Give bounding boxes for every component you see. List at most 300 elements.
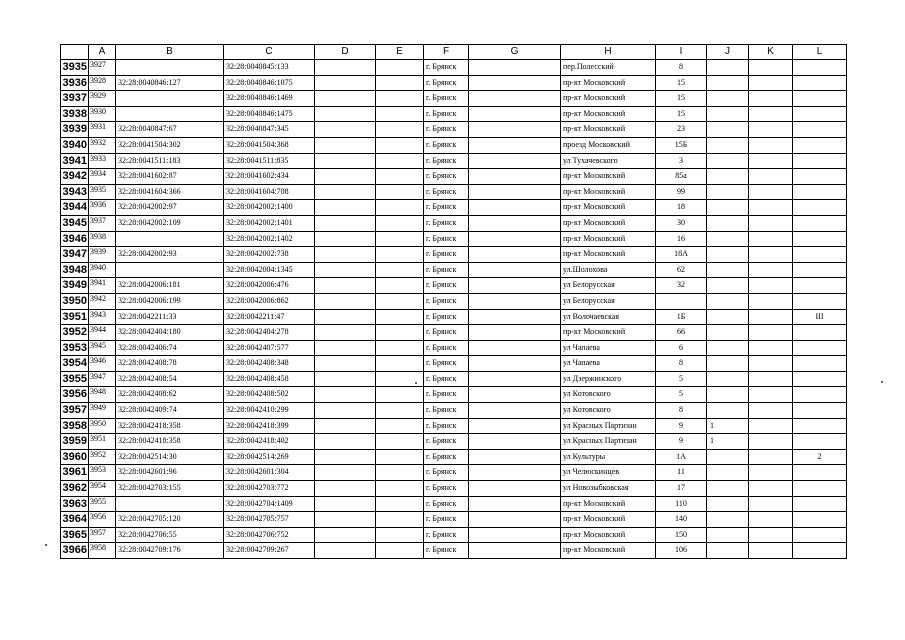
cell-f[interactable]: г. Брянск xyxy=(424,356,469,372)
cell-c[interactable]: 32:28:0042002:1400 xyxy=(224,200,315,216)
cell-b[interactable]: 32:28:0041511:183 xyxy=(116,153,224,169)
cell-a[interactable]: 3941 xyxy=(89,278,116,294)
cell-l[interactable] xyxy=(793,403,847,419)
cell-g[interactable] xyxy=(469,169,561,185)
column-header-l[interactable]: L xyxy=(793,45,847,60)
cell-k[interactable] xyxy=(749,543,793,559)
cell-b[interactable]: 32:28:0042601:96 xyxy=(116,465,224,481)
cell-f[interactable]: г. Брянск xyxy=(424,215,469,231)
cell-a[interactable]: 3954 xyxy=(89,481,116,497)
cell-c[interactable]: 32:28:0042211:47 xyxy=(224,309,315,325)
cell-k[interactable] xyxy=(749,512,793,528)
cell-e[interactable] xyxy=(376,309,424,325)
cell-d[interactable] xyxy=(315,403,376,419)
cell-b[interactable]: 32:28:0041504:302 xyxy=(116,137,224,153)
cell-h[interactable]: ул Котовского xyxy=(561,403,656,419)
cell-a[interactable]: 3928 xyxy=(89,75,116,91)
cell-c[interactable]: 32:28:0042404:278 xyxy=(224,325,315,341)
cell-h[interactable]: пр-кт Московский xyxy=(561,169,656,185)
cell-e[interactable] xyxy=(376,215,424,231)
column-header-c[interactable]: C xyxy=(224,45,315,60)
cell-a[interactable]: 3935 xyxy=(89,184,116,200)
cell-c[interactable]: 32:28:0042410:299 xyxy=(224,403,315,419)
cell-j[interactable] xyxy=(707,262,749,278)
cell-g[interactable] xyxy=(469,325,561,341)
cell-e[interactable] xyxy=(376,200,424,216)
cell-f[interactable]: г. Брянск xyxy=(424,231,469,247)
cell-l[interactable] xyxy=(793,293,847,309)
cell-f[interactable]: г. Брянск xyxy=(424,75,469,91)
cell-g[interactable] xyxy=(469,465,561,481)
cell-i[interactable]: 9 xyxy=(656,418,707,434)
row-number[interactable]: 3961 xyxy=(61,465,89,481)
cell-k[interactable] xyxy=(749,91,793,107)
cell-l[interactable] xyxy=(793,465,847,481)
cell-g[interactable] xyxy=(469,153,561,169)
cell-h[interactable]: пр-кт Московский xyxy=(561,231,656,247)
cell-d[interactable] xyxy=(315,91,376,107)
cell-b[interactable]: 32:28:0042408:62 xyxy=(116,387,224,403)
cell-d[interactable] xyxy=(315,434,376,450)
cell-f[interactable]: г. Брянск xyxy=(424,200,469,216)
cell-b[interactable]: 32:28:0040846:127 xyxy=(116,75,224,91)
cell-j[interactable] xyxy=(707,278,749,294)
cell-b[interactable] xyxy=(116,106,224,122)
cell-a[interactable]: 3934 xyxy=(89,169,116,185)
cell-i[interactable] xyxy=(656,293,707,309)
cell-l[interactable] xyxy=(793,169,847,185)
cell-d[interactable] xyxy=(315,75,376,91)
cell-i[interactable]: 18 xyxy=(656,200,707,216)
cell-h[interactable]: пр-кт Московский xyxy=(561,75,656,91)
cell-l[interactable] xyxy=(793,356,847,372)
cell-l[interactable] xyxy=(793,543,847,559)
cell-f[interactable]: г. Брянск xyxy=(424,527,469,543)
cell-j[interactable] xyxy=(707,91,749,107)
cell-f[interactable]: г. Брянск xyxy=(424,309,469,325)
cell-k[interactable] xyxy=(749,356,793,372)
cell-g[interactable] xyxy=(469,527,561,543)
cell-e[interactable] xyxy=(376,356,424,372)
cell-a[interactable]: 3927 xyxy=(89,60,116,76)
cell-f[interactable]: г. Брянск xyxy=(424,122,469,138)
cell-h[interactable]: пр-кт Московский xyxy=(561,496,656,512)
cell-a[interactable]: 3957 xyxy=(89,527,116,543)
cell-k[interactable] xyxy=(749,153,793,169)
cell-d[interactable] xyxy=(315,371,376,387)
cell-l[interactable] xyxy=(793,91,847,107)
cell-e[interactable] xyxy=(376,122,424,138)
cell-c[interactable]: 32:28:0041604:708 xyxy=(224,184,315,200)
cell-k[interactable] xyxy=(749,325,793,341)
cell-b[interactable]: 32:28:0042709:176 xyxy=(116,543,224,559)
cell-a[interactable]: 3947 xyxy=(89,371,116,387)
cell-k[interactable] xyxy=(749,496,793,512)
cell-l[interactable] xyxy=(793,122,847,138)
cell-g[interactable] xyxy=(469,356,561,372)
cell-f[interactable]: г. Брянск xyxy=(424,465,469,481)
cell-f[interactable]: г. Брянск xyxy=(424,449,469,465)
cell-c[interactable]: 32:28:0042002:738 xyxy=(224,247,315,263)
cell-i[interactable]: 9 xyxy=(656,434,707,450)
cell-e[interactable] xyxy=(376,434,424,450)
cell-b[interactable]: 32:28:0042002:93 xyxy=(116,247,224,263)
cell-c[interactable]: 32:28:0042705:757 xyxy=(224,512,315,528)
cell-h[interactable]: пр-кт Московский xyxy=(561,247,656,263)
cell-b[interactable] xyxy=(116,60,224,76)
cell-e[interactable] xyxy=(376,340,424,356)
cell-j[interactable] xyxy=(707,356,749,372)
cell-c[interactable]: 32:28:0041602:434 xyxy=(224,169,315,185)
cell-e[interactable] xyxy=(376,465,424,481)
cell-b[interactable]: 32:28:0042706:55 xyxy=(116,527,224,543)
cell-c[interactable]: 32:28:0042408:348 xyxy=(224,356,315,372)
cell-i[interactable]: 140 xyxy=(656,512,707,528)
cell-c[interactable]: 32:28:0042002:1401 xyxy=(224,215,315,231)
row-number[interactable]: 3941 xyxy=(61,153,89,169)
cell-j[interactable] xyxy=(707,371,749,387)
cell-l[interactable] xyxy=(793,434,847,450)
cell-c[interactable]: 32:28:0042601:304 xyxy=(224,465,315,481)
cell-h[interactable]: пер.Полесский xyxy=(561,60,656,76)
cell-f[interactable]: г. Брянск xyxy=(424,481,469,497)
cell-b[interactable]: 32:28:0040847:67 xyxy=(116,122,224,138)
cell-f[interactable]: г. Брянск xyxy=(424,340,469,356)
cell-h[interactable]: пр-кт Московский xyxy=(561,106,656,122)
cell-b[interactable]: 32:28:0042002:97 xyxy=(116,200,224,216)
cell-c[interactable]: 32:28:0042514:269 xyxy=(224,449,315,465)
cell-g[interactable] xyxy=(469,231,561,247)
cell-j[interactable] xyxy=(707,200,749,216)
row-number[interactable]: 3938 xyxy=(61,106,89,122)
cell-e[interactable] xyxy=(376,481,424,497)
cell-a[interactable]: 3950 xyxy=(89,418,116,434)
cell-c[interactable]: 32:28:0042006:862 xyxy=(224,293,315,309)
row-number[interactable]: 3957 xyxy=(61,403,89,419)
cell-k[interactable] xyxy=(749,184,793,200)
cell-k[interactable] xyxy=(749,278,793,294)
cell-j[interactable] xyxy=(707,403,749,419)
cell-j[interactable] xyxy=(707,481,749,497)
cell-h[interactable]: пр-кт Московский xyxy=(561,325,656,341)
cell-f[interactable]: г. Брянск xyxy=(424,371,469,387)
cell-f[interactable]: г. Брянск xyxy=(424,184,469,200)
cell-j[interactable] xyxy=(707,325,749,341)
cell-a[interactable]: 3956 xyxy=(89,512,116,528)
cell-f[interactable]: г. Брянск xyxy=(424,418,469,434)
cell-h[interactable]: ул Волочаевская xyxy=(561,309,656,325)
cell-b[interactable]: 32:28:0042406:74 xyxy=(116,340,224,356)
cell-g[interactable] xyxy=(469,278,561,294)
cell-h[interactable]: пр-кт Московский xyxy=(561,215,656,231)
cell-c[interactable]: 32:28:0042706:752 xyxy=(224,527,315,543)
cell-l[interactable] xyxy=(793,512,847,528)
cell-j[interactable] xyxy=(707,75,749,91)
cell-k[interactable] xyxy=(749,231,793,247)
cell-i[interactable]: 15 xyxy=(656,75,707,91)
cell-g[interactable] xyxy=(469,371,561,387)
cell-e[interactable] xyxy=(376,262,424,278)
cell-b[interactable]: 32:28:0042514:30 xyxy=(116,449,224,465)
cell-i[interactable]: 16 xyxy=(656,231,707,247)
cell-i[interactable]: 99 xyxy=(656,184,707,200)
cell-c[interactable]: 32:28:0042002:1402 xyxy=(224,231,315,247)
cell-e[interactable] xyxy=(376,543,424,559)
cell-k[interactable] xyxy=(749,215,793,231)
cell-h[interactable]: ул Новозыбковская xyxy=(561,481,656,497)
row-number[interactable]: 3939 xyxy=(61,122,89,138)
cell-c[interactable]: 32:28:0042703:772 xyxy=(224,481,315,497)
cell-d[interactable] xyxy=(315,293,376,309)
cell-g[interactable] xyxy=(469,60,561,76)
cell-b[interactable]: 32:28:0042705:120 xyxy=(116,512,224,528)
cell-l[interactable] xyxy=(793,60,847,76)
cell-f[interactable]: г. Брянск xyxy=(424,169,469,185)
cell-k[interactable] xyxy=(749,403,793,419)
column-header-k[interactable]: K xyxy=(749,45,793,60)
cell-c[interactable]: 32:28:0040845:133 xyxy=(224,60,315,76)
cell-a[interactable]: 3948 xyxy=(89,387,116,403)
cell-g[interactable] xyxy=(469,91,561,107)
cell-i[interactable]: 8 xyxy=(656,403,707,419)
row-number[interactable]: 3962 xyxy=(61,481,89,497)
cell-d[interactable] xyxy=(315,356,376,372)
cell-a[interactable]: 3955 xyxy=(89,496,116,512)
cell-c[interactable]: 32:28:0041511:835 xyxy=(224,153,315,169)
cell-d[interactable] xyxy=(315,106,376,122)
cell-g[interactable] xyxy=(469,184,561,200)
cell-d[interactable] xyxy=(315,527,376,543)
cell-h[interactable]: пр-кт Московский xyxy=(561,200,656,216)
cell-f[interactable]: г. Брянск xyxy=(424,543,469,559)
cell-j[interactable] xyxy=(707,512,749,528)
cell-j[interactable] xyxy=(707,231,749,247)
row-number[interactable]: 3951 xyxy=(61,309,89,325)
cell-b[interactable]: 32:28:0041604:366 xyxy=(116,184,224,200)
cell-d[interactable] xyxy=(315,309,376,325)
cell-h[interactable]: пр-кт Московский xyxy=(561,543,656,559)
cell-i[interactable]: 5 xyxy=(656,387,707,403)
cell-e[interactable] xyxy=(376,496,424,512)
cell-d[interactable] xyxy=(315,137,376,153)
cell-j[interactable] xyxy=(707,387,749,403)
cell-a[interactable]: 3945 xyxy=(89,340,116,356)
cell-f[interactable]: г. Брянск xyxy=(424,512,469,528)
cell-b[interactable] xyxy=(116,262,224,278)
cell-c[interactable]: 32:28:0042408:502 xyxy=(224,387,315,403)
cell-l[interactable]: 2 xyxy=(793,449,847,465)
row-number[interactable]: 3966 xyxy=(61,543,89,559)
cell-e[interactable] xyxy=(376,418,424,434)
row-number[interactable]: 3940 xyxy=(61,137,89,153)
cell-i[interactable]: 62 xyxy=(656,262,707,278)
cell-i[interactable]: 5 xyxy=(656,371,707,387)
cell-k[interactable] xyxy=(749,309,793,325)
cell-l[interactable] xyxy=(793,496,847,512)
cell-a[interactable]: 3951 xyxy=(89,434,116,450)
cell-k[interactable] xyxy=(749,137,793,153)
cell-c[interactable]: 32:28:0042407:577 xyxy=(224,340,315,356)
cell-i[interactable]: 110 xyxy=(656,496,707,512)
cell-k[interactable] xyxy=(749,434,793,450)
cell-a[interactable]: 3940 xyxy=(89,262,116,278)
cell-e[interactable] xyxy=(376,137,424,153)
cell-i[interactable]: 106 xyxy=(656,543,707,559)
row-number[interactable]: 3965 xyxy=(61,527,89,543)
cell-l[interactable] xyxy=(793,418,847,434)
cell-i[interactable]: 15Б xyxy=(656,137,707,153)
cell-a[interactable]: 3958 xyxy=(89,543,116,559)
cell-g[interactable] xyxy=(469,496,561,512)
cell-d[interactable] xyxy=(315,153,376,169)
cell-k[interactable] xyxy=(749,449,793,465)
cell-l[interactable] xyxy=(793,278,847,294)
cell-j[interactable] xyxy=(707,543,749,559)
cell-a[interactable]: 3929 xyxy=(89,91,116,107)
cell-f[interactable]: г. Брянск xyxy=(424,403,469,419)
cell-g[interactable] xyxy=(469,262,561,278)
cell-k[interactable] xyxy=(749,262,793,278)
cell-d[interactable] xyxy=(315,278,376,294)
cell-l[interactable] xyxy=(793,325,847,341)
cell-k[interactable] xyxy=(749,106,793,122)
cell-a[interactable]: 3953 xyxy=(89,465,116,481)
cell-j[interactable] xyxy=(707,215,749,231)
cell-b[interactable]: 32:28:0042002:109 xyxy=(116,215,224,231)
cell-j[interactable] xyxy=(707,449,749,465)
cell-j[interactable] xyxy=(707,184,749,200)
cell-g[interactable] xyxy=(469,512,561,528)
row-number[interactable]: 3950 xyxy=(61,293,89,309)
cell-f[interactable]: г. Брянск xyxy=(424,153,469,169)
cell-l[interactable] xyxy=(793,371,847,387)
cell-k[interactable] xyxy=(749,169,793,185)
cell-d[interactable] xyxy=(315,387,376,403)
cell-c[interactable]: 32:28:0042418:402 xyxy=(224,434,315,450)
cell-j[interactable] xyxy=(707,465,749,481)
cell-h[interactable]: ул Дзержинского xyxy=(561,371,656,387)
cell-f[interactable]: г. Брянск xyxy=(424,137,469,153)
cell-a[interactable]: 3933 xyxy=(89,153,116,169)
row-number[interactable]: 3947 xyxy=(61,247,89,263)
cell-d[interactable] xyxy=(315,169,376,185)
cell-i[interactable]: 150 xyxy=(656,527,707,543)
cell-j[interactable] xyxy=(707,340,749,356)
cell-i[interactable]: 1А xyxy=(656,449,707,465)
cell-g[interactable] xyxy=(469,418,561,434)
cell-d[interactable] xyxy=(315,247,376,263)
row-number[interactable]: 3943 xyxy=(61,184,89,200)
cell-i[interactable]: 11 xyxy=(656,465,707,481)
cell-e[interactable] xyxy=(376,106,424,122)
cell-i[interactable]: 66 xyxy=(656,325,707,341)
row-number[interactable]: 3946 xyxy=(61,231,89,247)
cell-d[interactable] xyxy=(315,449,376,465)
cell-i[interactable]: 8 xyxy=(656,356,707,372)
column-header-d[interactable]: D xyxy=(315,45,376,60)
column-header-h[interactable]: H xyxy=(561,45,656,60)
cell-h[interactable]: ул Челюскинцев xyxy=(561,465,656,481)
cell-h[interactable]: пр-кт Московский xyxy=(561,512,656,528)
cell-l[interactable] xyxy=(793,137,847,153)
cell-i[interactable]: 8 xyxy=(656,60,707,76)
cell-c[interactable]: 32:28:0042004:1345 xyxy=(224,262,315,278)
cell-b[interactable]: 32:28:0041602:87 xyxy=(116,169,224,185)
cell-h[interactable]: ул Белорусская xyxy=(561,293,656,309)
cell-d[interactable] xyxy=(315,215,376,231)
row-number[interactable]: 3948 xyxy=(61,262,89,278)
row-number[interactable]: 3954 xyxy=(61,356,89,372)
column-header-e[interactable]: E xyxy=(376,45,424,60)
cell-c[interactable]: 32:28:0040847:345 xyxy=(224,122,315,138)
cell-h[interactable]: ул Культуры xyxy=(561,449,656,465)
cell-g[interactable] xyxy=(469,215,561,231)
cell-h[interactable]: ул Чапаева xyxy=(561,356,656,372)
cell-c[interactable]: 32:28:0042418:399 xyxy=(224,418,315,434)
cell-e[interactable] xyxy=(376,512,424,528)
cell-d[interactable] xyxy=(315,512,376,528)
row-number[interactable]: 3953 xyxy=(61,340,89,356)
cell-e[interactable] xyxy=(376,91,424,107)
cell-e[interactable] xyxy=(376,527,424,543)
row-number[interactable]: 3936 xyxy=(61,75,89,91)
cell-l[interactable] xyxy=(793,262,847,278)
cell-k[interactable] xyxy=(749,75,793,91)
cell-e[interactable] xyxy=(376,325,424,341)
cell-l[interactable] xyxy=(793,527,847,543)
cell-a[interactable]: 3936 xyxy=(89,200,116,216)
cell-b[interactable]: 32:28:0042006:181 xyxy=(116,278,224,294)
cell-b[interactable]: 32:28:0042408:54 xyxy=(116,371,224,387)
cell-b[interactable]: 32:28:0042408:78 xyxy=(116,356,224,372)
cell-c[interactable]: 32:28:0042709:267 xyxy=(224,543,315,559)
cell-b[interactable]: 32:28:0042703:155 xyxy=(116,481,224,497)
cell-d[interactable] xyxy=(315,60,376,76)
cell-d[interactable] xyxy=(315,231,376,247)
cell-g[interactable] xyxy=(469,106,561,122)
cell-g[interactable] xyxy=(469,481,561,497)
cell-h[interactable]: ул Красных Партизан xyxy=(561,418,656,434)
cell-j[interactable] xyxy=(707,122,749,138)
cell-l[interactable] xyxy=(793,184,847,200)
cell-f[interactable]: г. Брянск xyxy=(424,106,469,122)
cell-g[interactable] xyxy=(469,75,561,91)
cell-b[interactable] xyxy=(116,91,224,107)
cell-j[interactable]: 1 xyxy=(707,418,749,434)
cell-a[interactable]: 3946 xyxy=(89,356,116,372)
cell-l[interactable] xyxy=(793,481,847,497)
cell-a[interactable]: 3937 xyxy=(89,215,116,231)
cell-c[interactable]: 32:28:0040846:1469 xyxy=(224,91,315,107)
cell-i[interactable]: 3 xyxy=(656,153,707,169)
cell-h[interactable]: ул.Шолохова xyxy=(561,262,656,278)
row-number[interactable]: 3952 xyxy=(61,325,89,341)
cell-e[interactable] xyxy=(376,387,424,403)
column-header-j[interactable]: J xyxy=(707,45,749,60)
row-number[interactable]: 3960 xyxy=(61,449,89,465)
column-header-a[interactable]: A xyxy=(89,45,116,60)
cell-d[interactable] xyxy=(315,184,376,200)
cell-g[interactable] xyxy=(469,387,561,403)
cell-l[interactable] xyxy=(793,231,847,247)
cell-b[interactable] xyxy=(116,496,224,512)
row-number[interactable]: 3949 xyxy=(61,278,89,294)
cell-f[interactable]: г. Брянск xyxy=(424,278,469,294)
cell-a[interactable]: 3939 xyxy=(89,247,116,263)
cell-e[interactable] xyxy=(376,60,424,76)
cell-k[interactable] xyxy=(749,340,793,356)
cell-i[interactable]: 6 xyxy=(656,340,707,356)
